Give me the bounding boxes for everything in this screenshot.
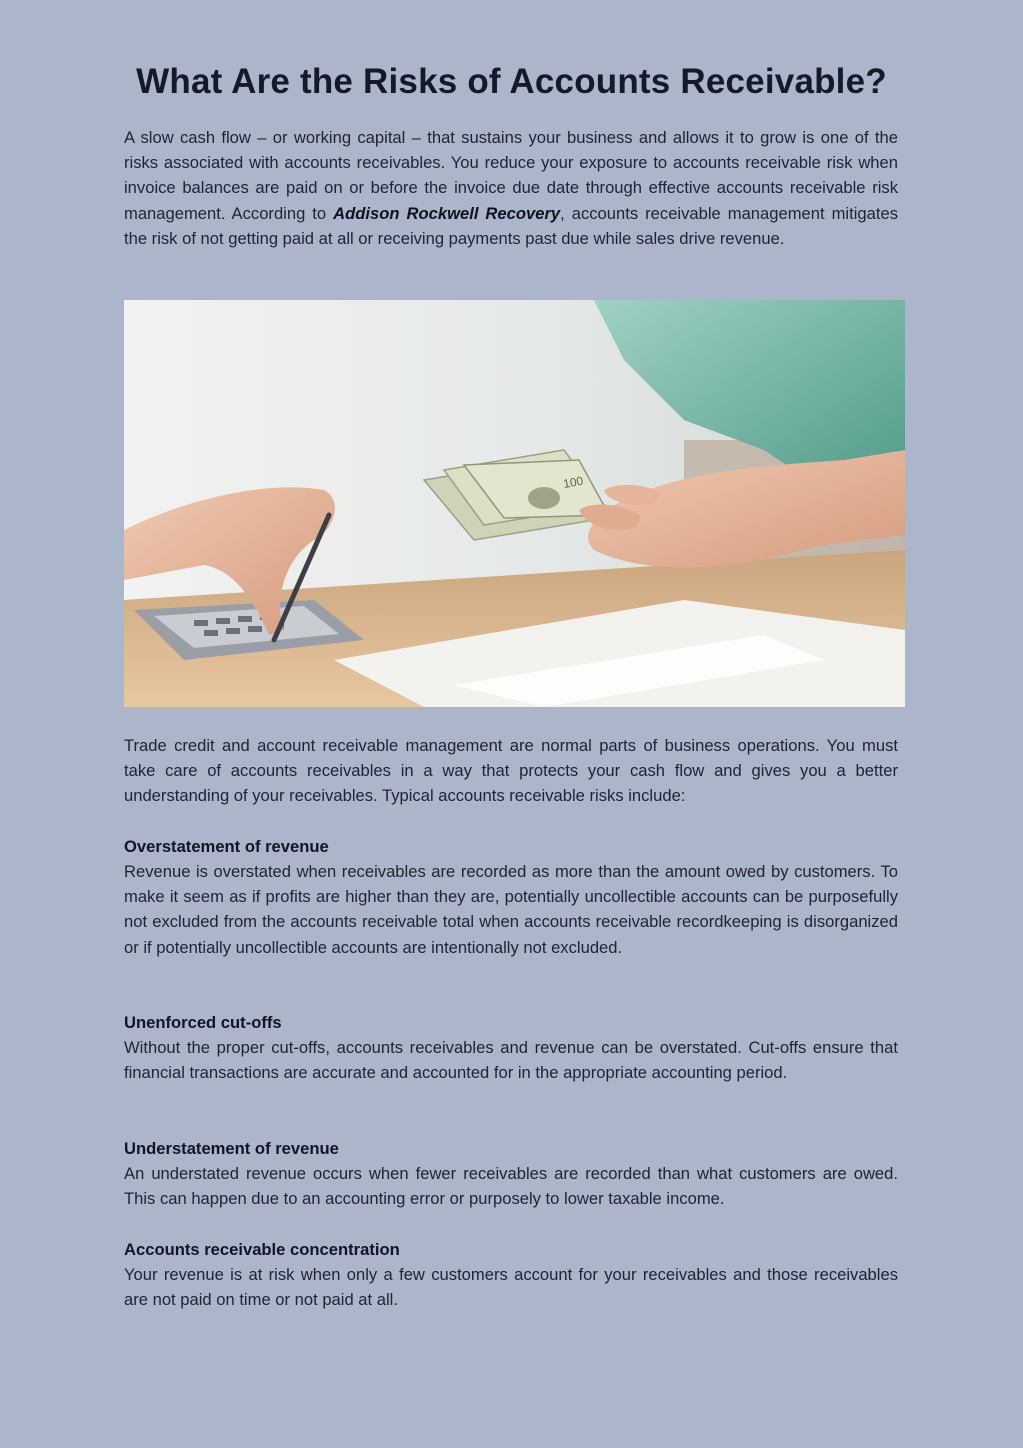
addison-rockwell-link[interactable]: Addison Rockwell Recovery bbox=[333, 203, 561, 223]
section-body-overstatement: Revenue is overstated when receivables are recorded as more than the amount owed by customers. To make it seem as if profits are higher than they are, potentially uncollectible accounts can be purposefully not excluded from the accounts receivable total when accounts receivable recordkeeping is disorganized or if potentially uncollectible accounts are intentionally not excluded. bbox=[124, 862, 898, 957]
section-heading-understatement: Understatement of revenue bbox=[124, 1139, 339, 1158]
overview-paragraph: Trade credit and account receivable management are normal parts of business operations. You must take care of accounts receivables in a way that protects your cash flow and gives you a better understanding of your receivables. Typical accounts receivable risks include: bbox=[124, 736, 898, 806]
page-title: What Are the Risks of Accounts Receivable? bbox=[136, 62, 887, 101]
intro-paragraph bbox=[124, 125, 898, 251]
section-heading-overstatement: Overstatement of revenue bbox=[124, 837, 329, 856]
intro-text-after: , accounts receivable management mitigates the risk of not getting paid at all or receiving payments past due while sales drive revenue. bbox=[124, 203, 898, 248]
section-body-cutoffs: Without the proper cut-offs, accounts receivables and revenue can be overstated. Cut-offs ensure that financial transactions are accurate and accounted for in the appropriate accounting period. bbox=[124, 1038, 898, 1083]
svg-text:100: 100 bbox=[562, 473, 585, 491]
money-calculator-photo bbox=[124, 300, 905, 707]
intro-text-before: A slow cash flow – or working capital – that sustains your business and allows it to grow is one of the risks associated with accounts receivables. You reduce your exposure to accounts receivable risk when invoice balances are paid on or before the invoice due date through effective accounts receivable risk management. According to bbox=[124, 128, 898, 223]
section-body-understatement: An understated revenue occurs when fewer receivables are recorded than what customers are owed. This can happen due to an accounting error or purposely to lower taxable income. bbox=[124, 1164, 898, 1209]
section-body-concentration: Your revenue is at risk when only a few customers account for your receivables and those receivables are not paid on time or not paid at all. bbox=[124, 1265, 898, 1310]
section-heading-concentration: Accounts receivable concentration bbox=[124, 1240, 400, 1259]
section-heading-cutoffs: Unenforced cut-offs bbox=[124, 1013, 282, 1032]
